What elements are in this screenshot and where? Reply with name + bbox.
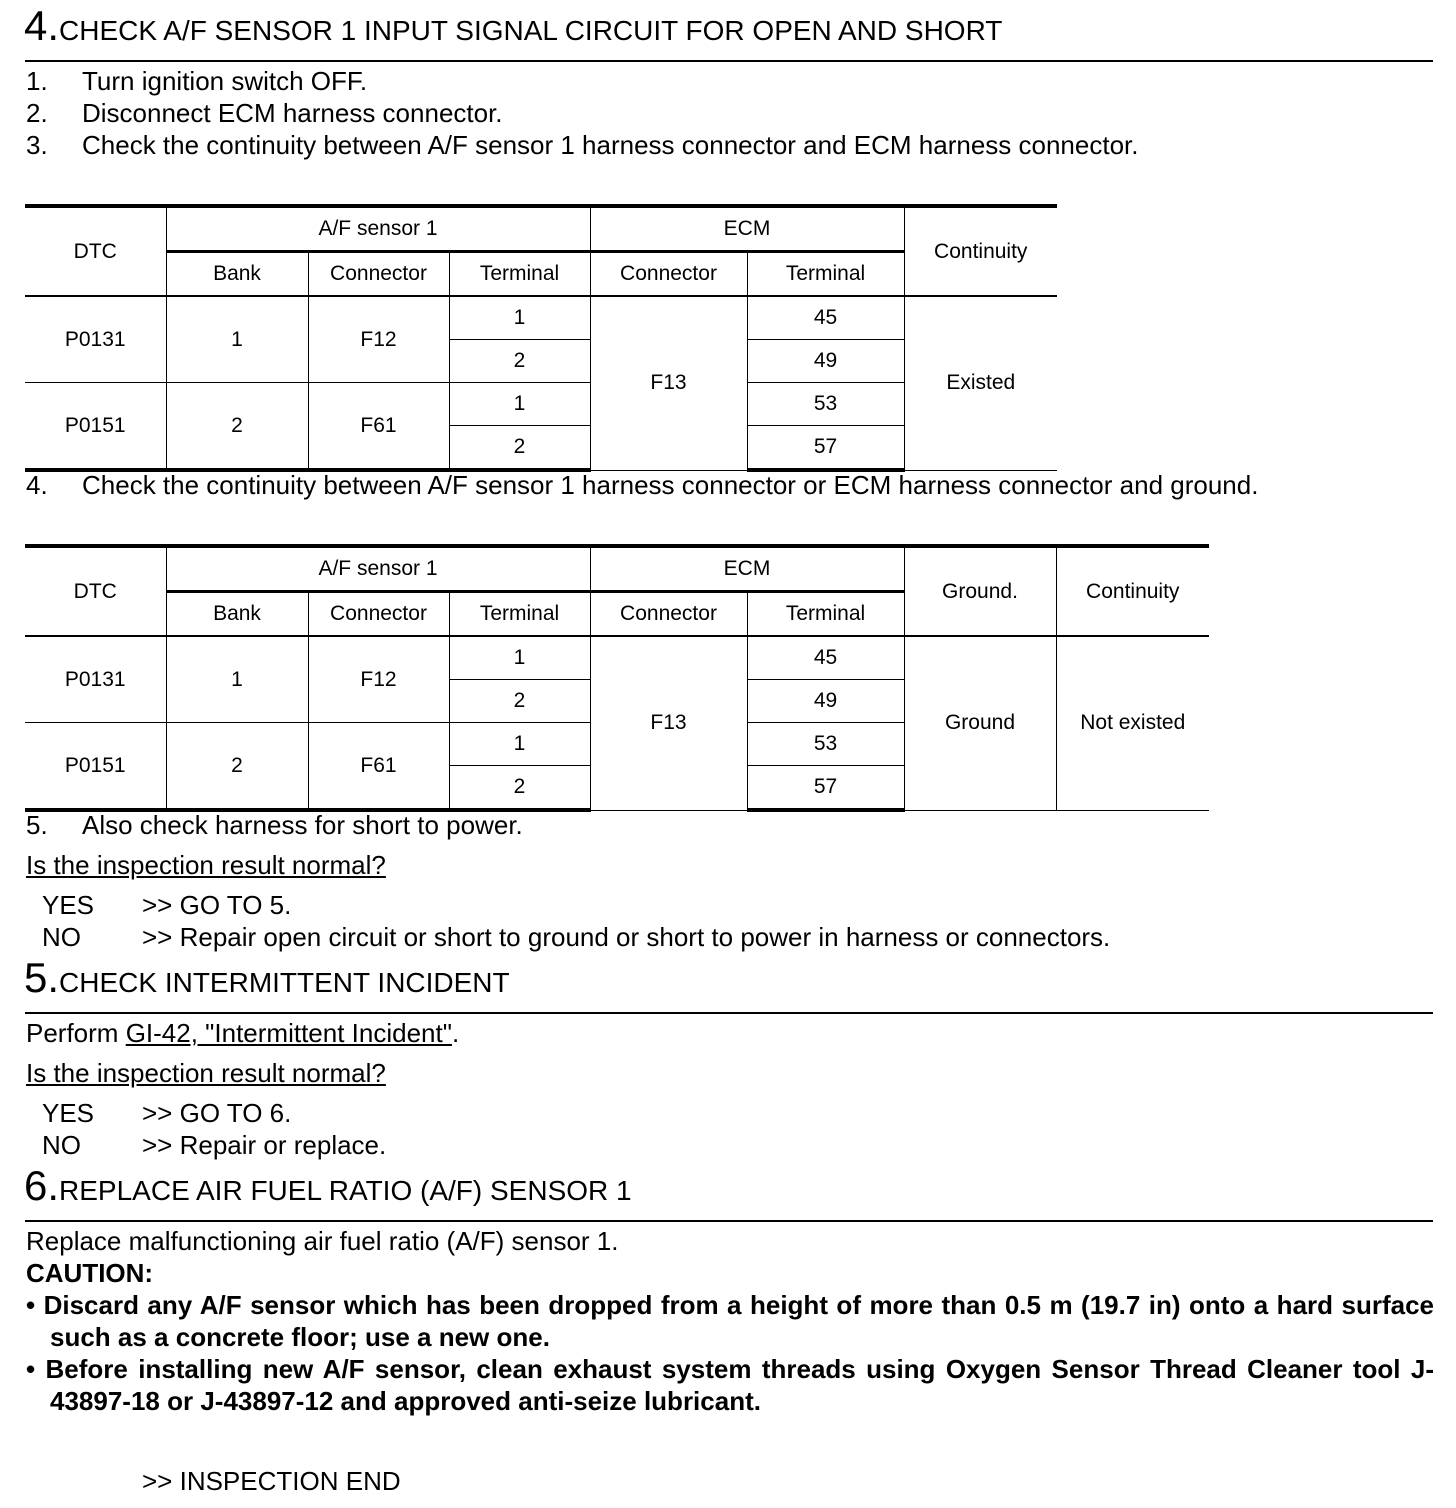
ecm-terminal-cell: 53 <box>747 383 904 426</box>
answer-no: NO >> Repair open circuit or short to ground or short to power in harness or connectors. <box>42 922 1111 952</box>
ecm-terminal-cell: 45 <box>747 636 904 680</box>
answer-yes: YES >> GO TO 6. <box>42 1098 292 1128</box>
answer-yes: YES >> GO TO 5. <box>42 890 292 920</box>
connector-cell: F61 <box>308 723 449 811</box>
ecm-connector-cell: F13 <box>590 296 747 470</box>
terminal-cell: 2 <box>449 680 590 723</box>
table-row <box>25 383 1057 426</box>
table-row <box>25 636 1209 680</box>
step-4-heading: 4.CHECK A/F SENSOR 1 INPUT SIGNAL CIRCUIT FOR OPEN AND SHORT <box>24 2 1003 49</box>
ecm-terminal-cell: 45 <box>747 296 904 340</box>
bank-cell: 2 <box>166 383 308 471</box>
terminal-cell: 1 <box>449 296 590 340</box>
ecm-terminal-cell: 49 <box>747 340 904 383</box>
ecm-terminal-cell: 57 <box>747 766 904 811</box>
perform-line: Perform GI-42, "Intermittent Incident". <box>26 1018 460 1048</box>
list-item: 1. Turn ignition switch OFF. <box>26 66 368 96</box>
dtc-cell: P0151 <box>25 723 166 811</box>
terminal-cell: 2 <box>449 340 590 383</box>
terminal-cell: 1 <box>449 383 590 426</box>
connector-cell: F12 <box>308 636 449 723</box>
continuity-table-2 <box>25 544 1209 812</box>
terminal-cell: 2 <box>449 426 590 471</box>
answer-no: NO >> Repair or replace. <box>42 1130 387 1160</box>
dtc-cell: P0151 <box>25 383 166 471</box>
list-item: 2. Disconnect ECM harness connector. <box>26 98 503 128</box>
inspection-question: Is the inspection result normal? <box>26 1058 386 1088</box>
header-dtc: DTC <box>25 206 166 296</box>
header-ecm-connector: Connector <box>590 252 747 297</box>
inspection-end: >> INSPECTION END <box>142 1466 401 1496</box>
terminal-cell: 1 <box>449 723 590 766</box>
step-6-heading: 6.REPLACE AIR FUEL RATIO (A/F) SENSOR 1 <box>24 1162 632 1209</box>
header-continuity: Continuity <box>1056 546 1209 636</box>
divider <box>25 60 1433 62</box>
header-bank: Bank <box>166 252 308 297</box>
continuity-cell: Existed <box>904 296 1057 470</box>
inspection-question: Is the inspection result normal? <box>26 850 386 880</box>
header-connector: Connector <box>308 592 449 637</box>
header-ecm-connector: Connector <box>590 592 747 637</box>
ecm-terminal-cell: 49 <box>747 680 904 723</box>
bank-cell: 1 <box>166 636 308 723</box>
dtc-cell: P0131 <box>25 296 166 383</box>
ecm-connector-cell: F13 <box>590 636 747 810</box>
ecm-terminal-cell: 53 <box>747 723 904 766</box>
caution-bullet: • Before installing new A/F sensor, clean exhaust system threads using Oxygen Sensor Thread Cleaner tool J-43897-18 or J-43897-12 and approved anti-seize lubricant. <box>26 1354 1435 1416</box>
header-af-sensor: A/F sensor 1 <box>166 206 590 252</box>
header-af-sensor: A/F sensor 1 <box>166 546 590 592</box>
header-terminal: Terminal <box>449 592 590 637</box>
bank-cell: 2 <box>166 723 308 811</box>
divider <box>25 1220 1433 1222</box>
header-dtc: DTC <box>25 546 166 636</box>
table-row <box>25 296 1057 340</box>
header-ecm: ECM <box>590 546 904 592</box>
replace-text: Replace malfunctioning air fuel ratio (A/F) sensor 1. <box>26 1226 619 1256</box>
terminal-cell: 1 <box>449 636 590 680</box>
terminal-cell: 2 <box>449 766 590 811</box>
header-connector: Connector <box>308 252 449 297</box>
bank-cell: 1 <box>166 296 308 383</box>
header-ground: Ground. <box>904 546 1056 636</box>
list-item: 5. Also check harness for short to power. <box>26 810 523 840</box>
header-continuity: Continuity <box>904 206 1057 296</box>
connector-cell: F12 <box>308 296 449 383</box>
step-5-heading: 5.CHECK INTERMITTENT INCIDENT <box>24 954 510 1001</box>
divider <box>25 1012 1433 1014</box>
caution-label: CAUTION: <box>26 1258 154 1288</box>
intermittent-incident-link[interactable]: GI-42, "Intermittent Incident" <box>125 1018 452 1048</box>
continuity-cell: Not existed <box>1056 636 1209 810</box>
continuity-table-1 <box>25 204 1057 472</box>
header-ecm-terminal: Terminal <box>747 592 904 637</box>
header-ecm: ECM <box>590 206 904 252</box>
header-bank: Bank <box>166 592 308 637</box>
header-terminal: Terminal <box>449 252 590 297</box>
list-item: 3. Check the continuity between A/F sensor 1 harness connector and ECM harness connector. <box>26 130 1139 160</box>
ecm-terminal-cell: 57 <box>747 426 904 471</box>
dtc-cell: P0131 <box>25 636 166 723</box>
ground-cell: Ground <box>904 636 1056 810</box>
step-4-list <box>26 65 1138 161</box>
header-ecm-terminal: Terminal <box>747 252 904 297</box>
connector-cell: F61 <box>308 383 449 471</box>
caution-bullet: • Discard any A/F sensor which has been dropped from a height of more than 0.5 m (19.7 in) onto a hard surface such as a concrete floor; use a new one. <box>26 1290 1434 1352</box>
list-item: 4. Check the continuity between A/F sensor 1 harness connector or ECM harness connector and ground. <box>26 470 1259 500</box>
